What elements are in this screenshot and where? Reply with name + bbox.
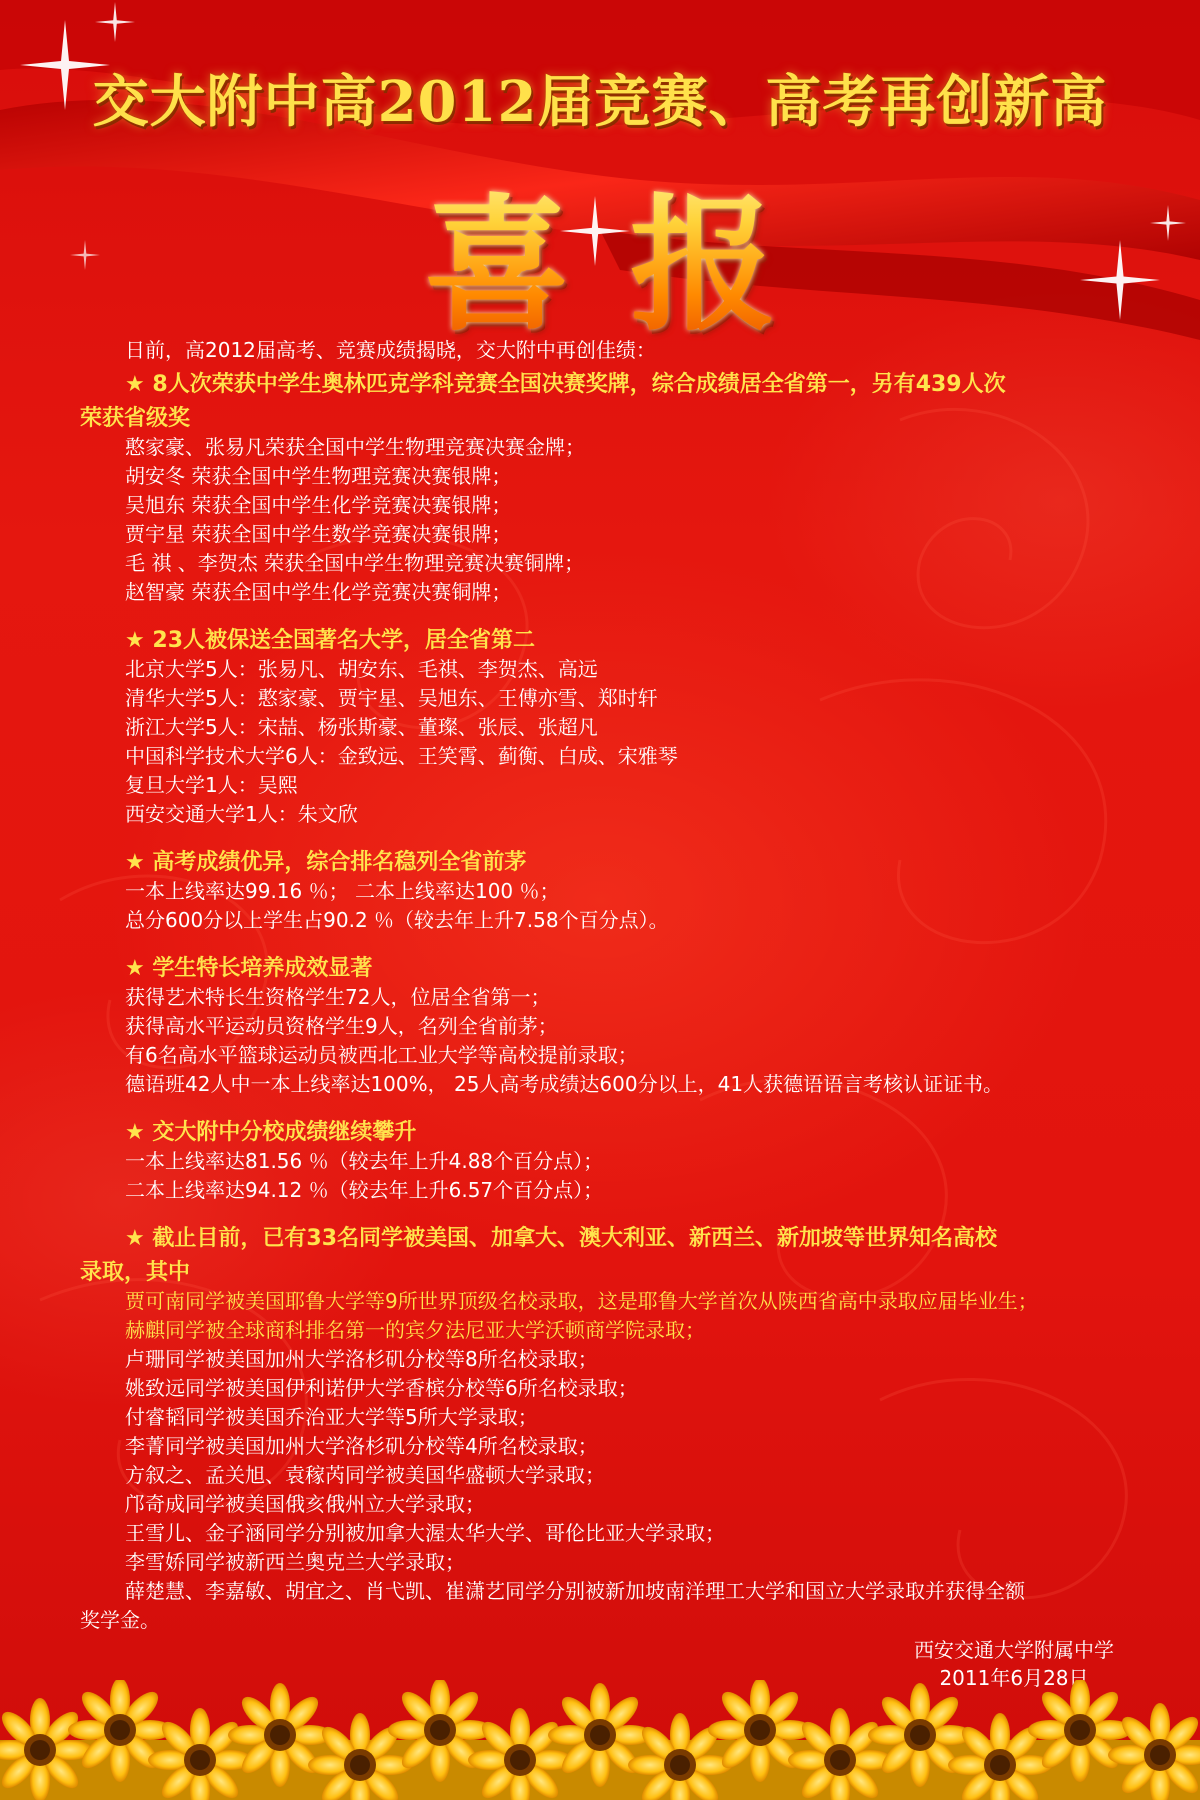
section-heading: ★ 高考成绩优异，综合排名稳列全省前茅: [125, 850, 527, 875]
list-item: 北京大学5人：张易凡、胡安东、毛祺、李贺杰、高远: [125, 657, 598, 681]
list-item: 王雪儿、金子涵同学分别被加拿大渥太华大学、哥伦比亚大学录取；: [125, 1521, 725, 1545]
sunflower-border-decoration: [0, 1680, 1200, 1800]
section-recommended-admission: [80, 627, 1120, 829]
section-overseas: [80, 1225, 1120, 1635]
list-item: 复旦大学1人：吴熙: [125, 773, 298, 797]
section-talent: [80, 955, 1120, 1099]
section-gaokao: [80, 849, 1120, 935]
list-item: 中国科学技术大学6人：金致远、王笑霄、蓟衡、白成、宋雅琴: [125, 744, 678, 768]
list-item: 贾宇星 荣获全国中学生数学竞赛决赛银牌；: [125, 522, 512, 546]
section-heading: ★ 截止目前，已有33名同学被美国、加拿大、澳大利亚、新西兰、新加坡等世界知名高校: [125, 1226, 997, 1251]
list-item: 憨家豪、张易凡荣获全国中学生物理竞赛决赛金牌；: [125, 435, 585, 459]
list-item: 西安交通大学1人：朱文欣: [125, 802, 358, 826]
section-heading: ★ 学生特长培养成效显著: [125, 956, 373, 981]
sparkle-icon: [95, 2, 135, 42]
list-item: 清华大学5人：憨家豪、贾宇星、吴旭东、王傅亦雪、郑时轩: [125, 686, 658, 710]
intro-text: 日前，高2012届高考、竞赛成绩揭晓，交大附中再创佳绩：: [125, 338, 656, 362]
list-item: 薛楚慧、李嘉敏、胡宜之、肖弋凯、崔潇艺同学分别被新加坡南洋理工大学和国立大学录取并获得全额: [125, 1579, 1025, 1603]
list-item: 二本上线率达94.12 ％（较去年上升6.57个百分点）；: [125, 1178, 604, 1202]
section-heading: ★ 23人被保送全国著名大学，居全省第二: [125, 628, 535, 653]
list-item: 李雪娇同学被新西兰奥克兰大学录取；: [125, 1550, 465, 1574]
list-item: 一本上线率达99.16 ％； 二本上线率达100 ％；: [125, 879, 560, 903]
list-item: 吴旭东 荣获全国中学生化学竞赛决赛银牌；: [125, 493, 512, 517]
section-heading-cont: 荣获省级奖: [80, 406, 191, 431]
highlight-item: 贾可南同学被美国耶鲁大学等9所世界顶级名校录取，这是耶鲁大学首次从陕西省高中录取应届毕业生；: [125, 1289, 1038, 1313]
list-item: 姚致远同学被美国伊利诺伊大学香槟分校等6所名校录取；: [125, 1376, 638, 1400]
section-competition: [80, 371, 1120, 607]
list-item: 李菁同学被美国加州大学洛杉矶分校等4所名校录取；: [125, 1434, 598, 1458]
signature-org: 西安交通大学附属中学: [914, 1638, 1114, 1662]
list-item: 付睿韬同学被美国乔治亚大学等5所大学录取；: [125, 1405, 538, 1429]
section-heading-cont: 录取，其中: [80, 1260, 191, 1285]
announcement-body: [80, 336, 1120, 1635]
section-heading: ★ 8人次荣获中学生奥林匹克学科竞赛全国决赛奖牌，综合成绩居全省第一，另有439人次: [125, 372, 1006, 397]
list-item: 卢珊同学被美国加州大学洛杉矶分校等8所名校录取；: [125, 1347, 598, 1371]
list-item: 邝奇成同学被美国俄亥俄州立大学录取；: [125, 1492, 485, 1516]
list-item: 德语班42人中一本上线率达100%， 25人高考成绩达600分以上，41人获德语语言考核认证证书。: [125, 1072, 1004, 1096]
big-heading-xibao: 喜报: [0, 148, 1200, 358]
list-item: 有6名高水平篮球运动员被西北工业大学等高校提前录取；: [125, 1043, 638, 1067]
list-item: 获得艺术特长生资格学生72人，位居全省第一；: [125, 985, 551, 1009]
list-item: 毛 祺 、李贺杰 荣获全国中学生物理竞赛决赛铜牌；: [125, 551, 585, 575]
list-item: 方叙之、孟关旭、袁稼芮同学被美国华盛顿大学录取；: [125, 1463, 605, 1487]
list-item: 总分600分以上学生占90.2 ％（较去年上升7.58个百分点）。: [125, 908, 669, 932]
list-item: 一本上线率达81.56 ％（较去年上升4.88个百分点）；: [125, 1149, 604, 1173]
list-item-cont: 奖学金。: [80, 1608, 160, 1632]
poster-title: 交大附中高2012届竞赛、高考再创新高: [92, 69, 1108, 135]
section-branch-school: [80, 1119, 1120, 1205]
list-item: 获得高水平运动员资格学生9人，名列全省前茅；: [125, 1014, 558, 1038]
list-item: 浙江大学5人：宋喆、杨张斯豪、董璨、张辰、张超凡: [125, 715, 598, 739]
section-heading: ★ 交大附中分校成绩继续攀升: [125, 1120, 417, 1145]
highlight-item: 赫麒同学被全球商科排名第一的宾夕法尼亚大学沃顿商学院录取；: [125, 1318, 705, 1342]
signature-date: 2011年6月28日: [939, 1666, 1089, 1690]
list-item: 赵智豪 荣获全国中学生化学竞赛决赛铜牌；: [125, 580, 512, 604]
list-item: 胡安冬 荣获全国中学生物理竞赛决赛银牌；: [125, 464, 512, 488]
